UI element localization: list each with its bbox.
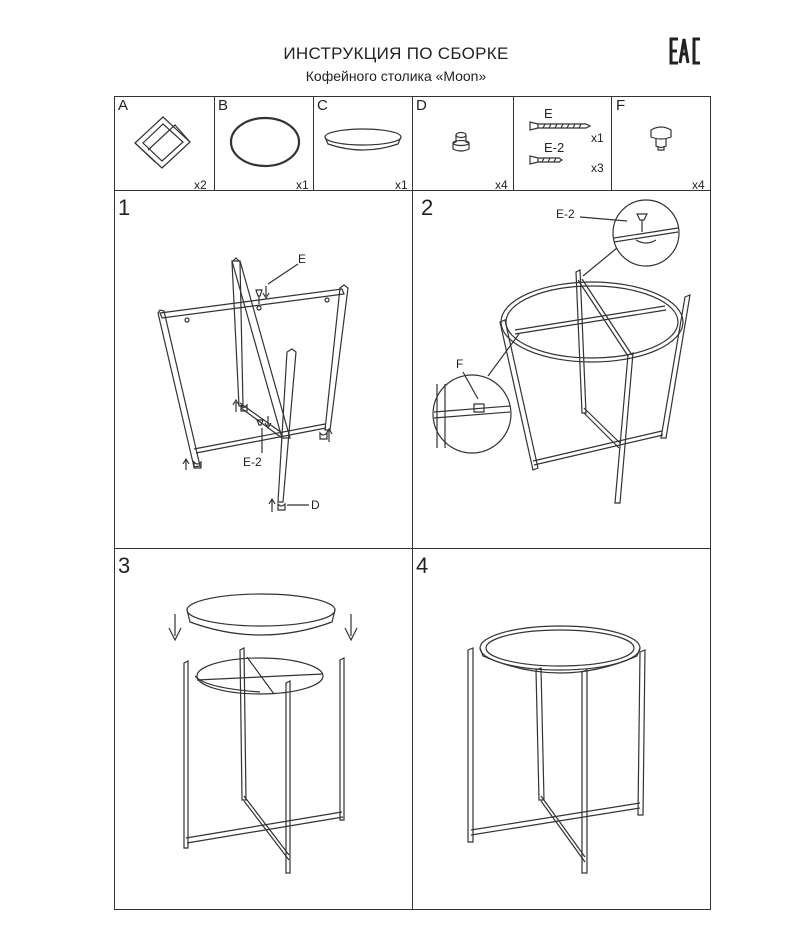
part-b-label: B xyxy=(218,97,229,114)
step-4-number: 4 xyxy=(416,553,429,578)
step-3-illustration xyxy=(169,594,357,873)
part-c-qty: x1 xyxy=(395,178,408,192)
page-title: ИНСТРУКЦИЯ ПО СБОРКЕ xyxy=(283,44,509,63)
part-a-qty: x2 xyxy=(194,178,207,192)
part-e-qty: x1 xyxy=(591,131,604,145)
step-1-illustration xyxy=(158,258,348,512)
part-c-label: C xyxy=(317,97,328,114)
step-2-callout-f: F xyxy=(456,357,464,371)
part-f-label: F xyxy=(616,97,626,114)
page-subtitle: Кофейного столика «Moon» xyxy=(305,68,487,84)
step-2-illustration xyxy=(433,200,690,503)
part-a-frame-icon xyxy=(135,117,190,168)
step-1-callout-d: D xyxy=(311,498,320,512)
part-c-tray-icon xyxy=(325,129,401,150)
part-e-label: E xyxy=(544,106,553,121)
part-f-qty: x4 xyxy=(692,178,705,192)
step-4-illustration xyxy=(468,626,645,873)
part-f-adjuster-icon xyxy=(651,127,671,150)
step-2-number: 2 xyxy=(421,195,434,220)
part-b-qty: x1 xyxy=(296,178,309,192)
part-b-ring-icon xyxy=(231,118,299,166)
step-1-callout-e2: E-2 xyxy=(243,455,262,469)
part-d-qty: x4 xyxy=(495,178,508,192)
part-d-foot-cap-icon xyxy=(453,133,469,152)
part-d-label: D xyxy=(416,97,427,114)
step-1-number: 1 xyxy=(118,195,131,220)
part-e2-screw-icon xyxy=(530,156,562,164)
part-e2-qty: x3 xyxy=(591,161,604,175)
part-e2-label: E-2 xyxy=(544,140,565,155)
part-e-screw-icon xyxy=(530,122,590,130)
part-a-label: A xyxy=(118,97,129,114)
step-1-callout-e: E xyxy=(298,252,307,266)
step-2-callout-e2: E-2 xyxy=(556,207,575,221)
step-3-number: 3 xyxy=(118,553,131,578)
